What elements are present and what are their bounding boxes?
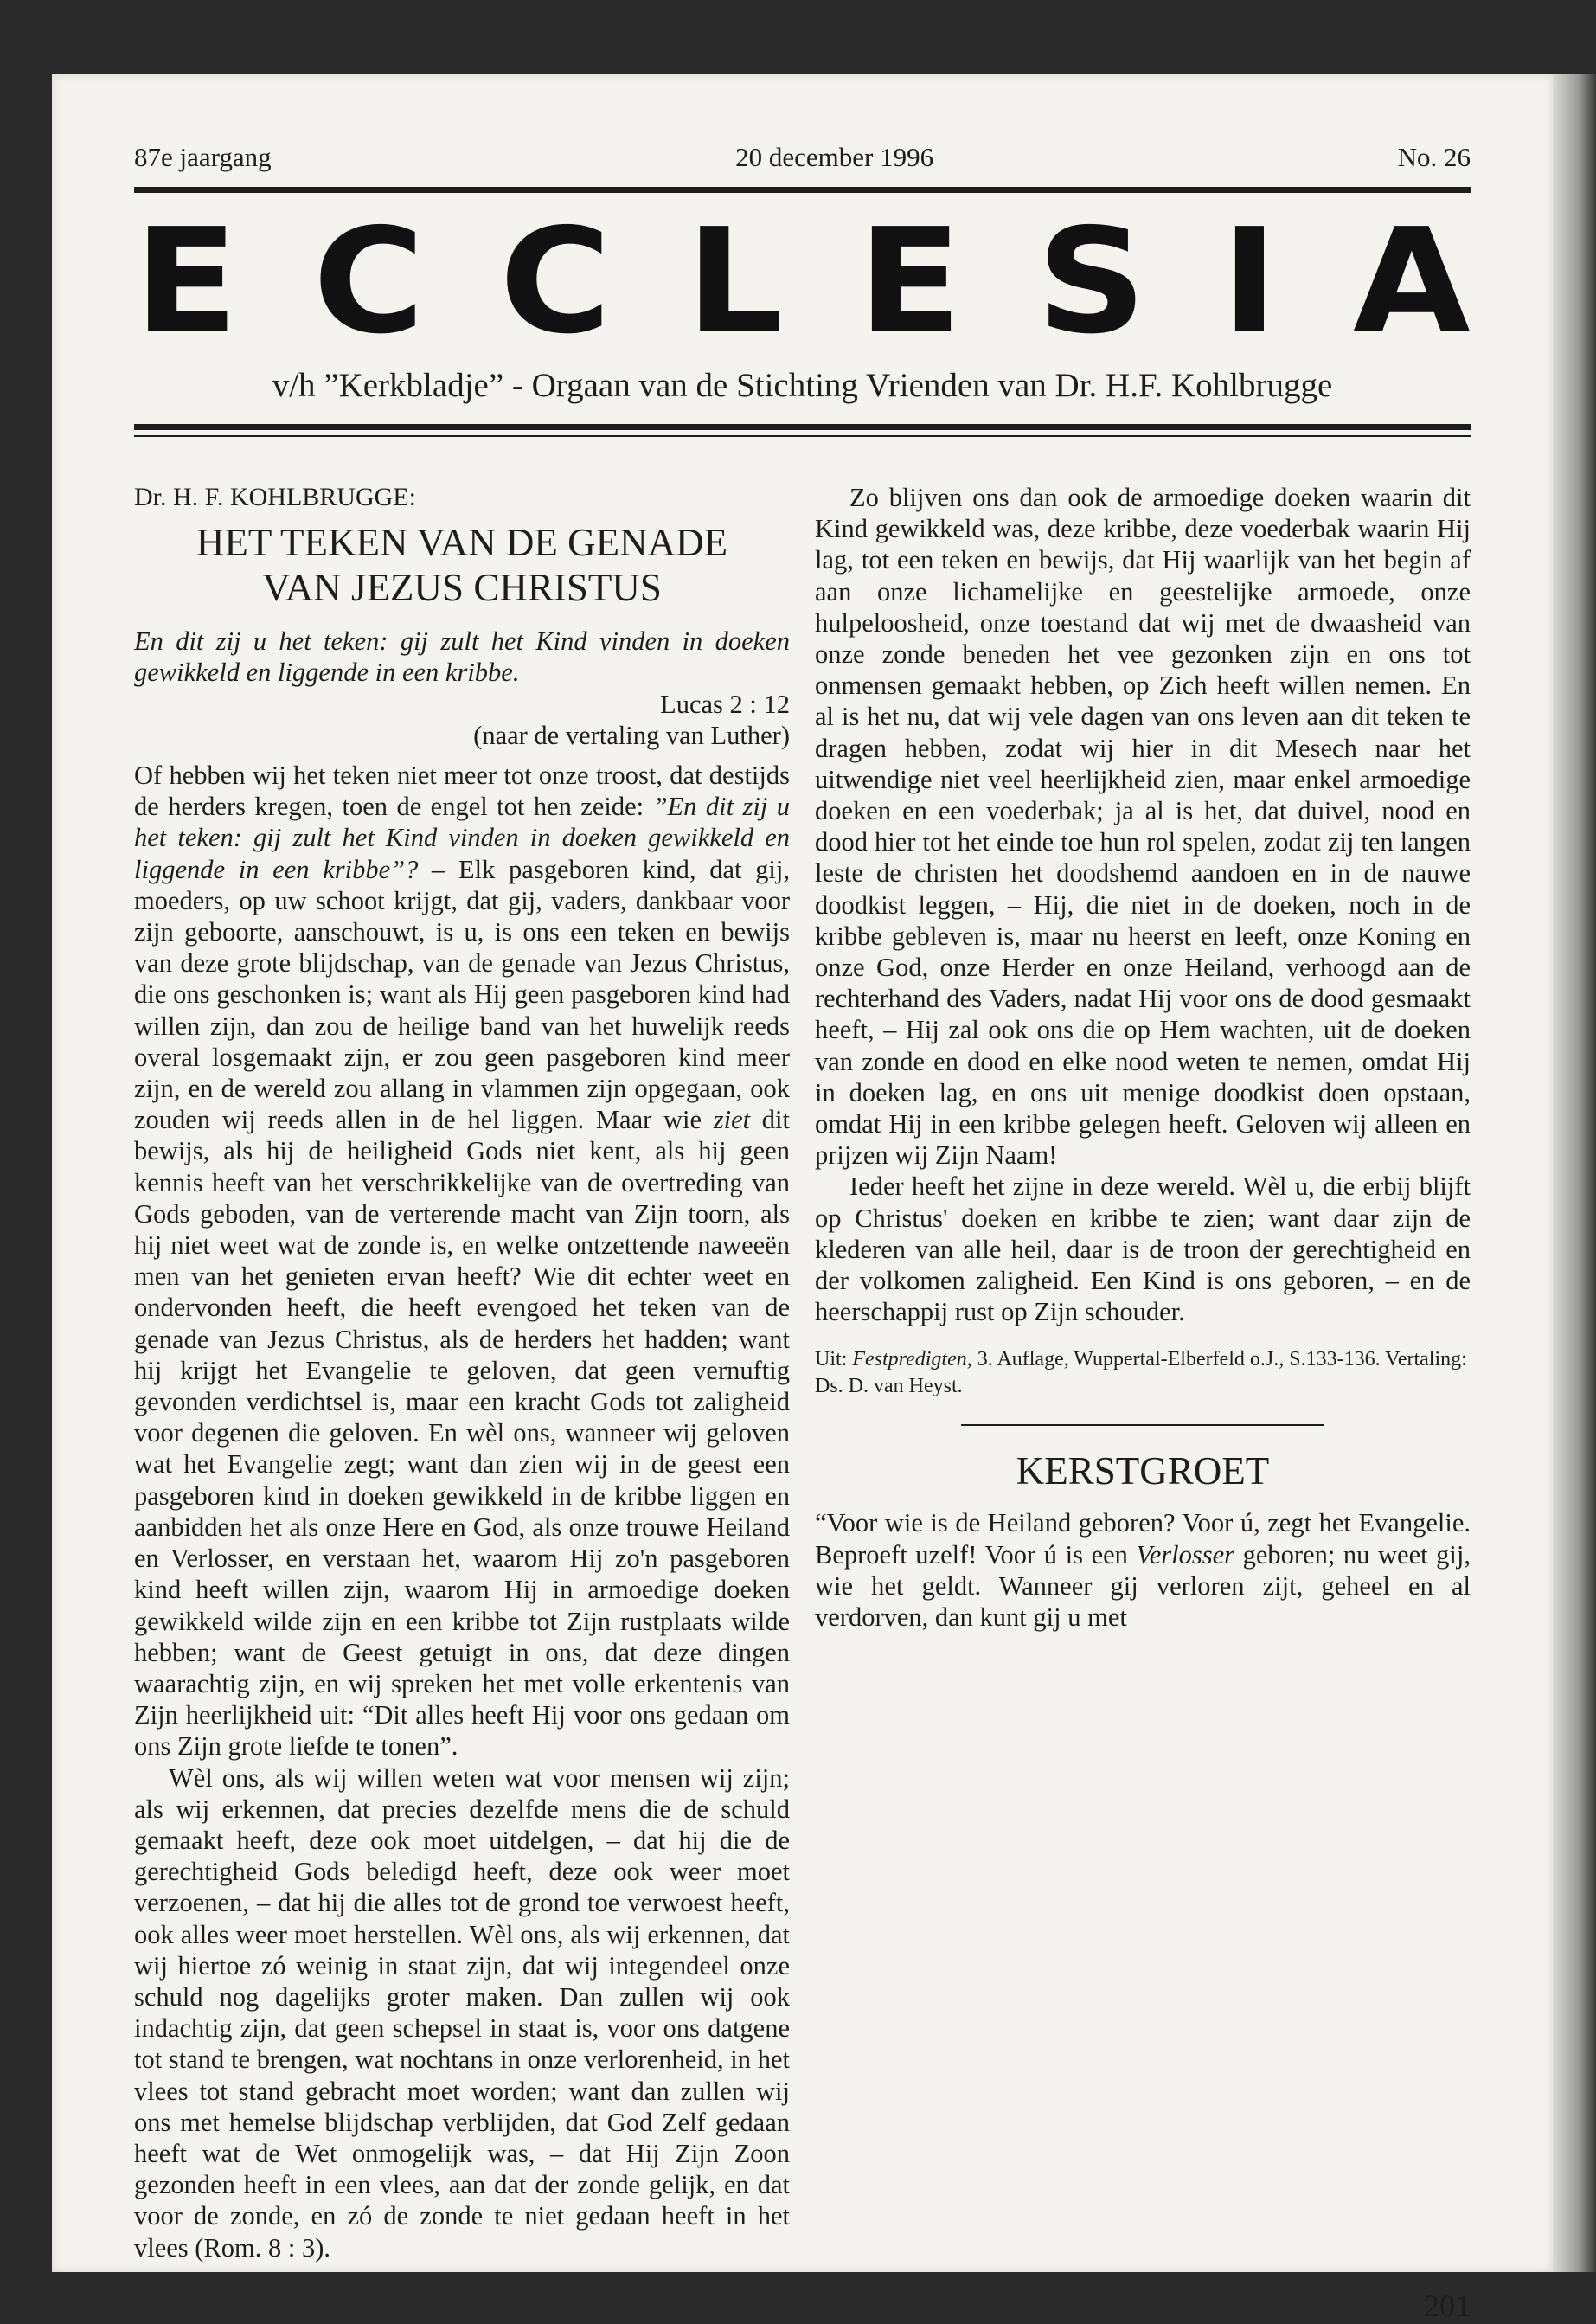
source-prefix: Uit: (815, 1348, 853, 1371)
translation-note: (naar de vertaling van Luther) (473, 720, 790, 750)
masthead-subtitle: v/h ”Kerkbladje” - Orgaan van de Stichting Vrienden van Dr. H.F. Kohlbrugge (272, 367, 1333, 404)
kerstgroet-text (815, 1507, 1471, 1633)
kerstgroet-text-a: “Voor wie is de Heiland geboren? Voor ú, zegt het Evangelie. Beproeft uzelf! Voor ú is een (815, 1508, 1471, 1570)
bible-reference: Lucas 2 : 12 (660, 689, 790, 719)
paragraph-1-a: Of hebben wij het teken niet meer tot onze troost, dat destijds de herders kregen, toen de engel tot hen zeide: (134, 761, 790, 822)
right-column (815, 482, 1471, 2263)
paragraph-1-quote: ”En dit zij u het teken: gij zult het Kind vinden in doeken gewikkeld en liggende in een kribbe”? (134, 792, 791, 884)
article-columns (134, 482, 1471, 2263)
masthead-letter: E (134, 197, 239, 366)
headline-line-2: VAN JEZUS CHRISTUS (262, 566, 662, 610)
masthead-rule-thin (134, 435, 1471, 437)
paragraph-2: Wèl ons, als wij willen weten wat voor mensen wij zijn; als wij erkennen, dat precies dezelfde mens die de schuld gemaakt heeft, deze ook moet uitdelgen, – dat hij die de gerechtigheid Gods beledigd heeft, deze ook weer moet verzoenen, – dat hij die alles tot de grond toe verwoest heeft, ook alles weer moet herstellen. Wèl ons, als wij erkennen, dat wij hiertoe zó weinig in staat zijn, dat wij integendeel onze schuld nog dagelijks groter maken. Dan zullen wij ook indachtig zijn, dat geen schepsel in staat is, voor ons datgene tot stand te brengen, wat nochtans in onze verlorenheid, in het vlees tot stand gebracht moet worden; want dan zullen wij ons met hemelse blijdschap verblijden, dat God Zelf gedaan heeft wat de Wet onmogelijk was, – dat Hij Zijn Zoon gezonden heeft in een vlees, aan dat der zonde gelijk, en dat voor de zonde, en zó de zonde te niet gedaan heeft in het vlees (Rom. 8 : 3). (134, 1762, 790, 2263)
page-content (134, 142, 1471, 2323)
headline-line-1: HET TEKEN VAN DE GENADE (195, 521, 728, 565)
page-edge (1553, 74, 1596, 2272)
article-headline (134, 520, 790, 610)
section-divider (961, 1424, 1324, 1426)
paragraph-1 (134, 760, 790, 1762)
masthead-letter: S (1036, 197, 1147, 366)
header-rule (134, 187, 1471, 193)
paragraph-1-c: dit bewijs, als hij de heiligheid Gods niet kent, als hij geen kennis heeft van het verschrikkelijke van de overtreding van Gods geboden, van de verterende macht van Zijn toorn, als hij niet weet wat de zonde is, en welke ontzettende naweeën men van het genieten ervan heeft? Wie dit echter weet en ondervonden heeft, die heeft evengoed het teken van de genade van Jezus Christus, als de herders het hadden; want hij krijgt het Evangelie te geloven, dat geen vernuftig gevonden verdichtsel is, maar een kracht Gods tot zaligheid voor degenen die geloven. En wèl ons, wanneer wij geloven wat het Evangelie zegt; want dan zien wij in de geest een pasgeboren kind in doeken gewikkeld in de kribbe liggen en aanbidden het als onze Here en God, als onze trouwe Heiland en Verlosser, en verstaan het, waarom Hij zo'n pasgeboren kind heeft willen zijn, waarom Hij in armoedige doeken gewikkeld wilde zijn en een kribbe tot Zijn rustplaats wilde hebben; want de Geest getuigt in ons, dat deze dingen waarachtig zijn, en wij spreken het met volle erkentenis van Zijn heerlijkheid uit: “Dit alles heeft Hij voor ons gedaan om ons Zijn grote liefde te tonen”. (134, 1105, 790, 1762)
masthead-letter: A (1352, 197, 1471, 366)
source-rest: , 3. Auflage, Wuppertal-Elberfeld o.J., S.133-136. Vertaling: Ds. D. van Heyst. (815, 1348, 1467, 1398)
page-content-area (52, 74, 1553, 2323)
masthead-letter: E (857, 197, 962, 366)
left-column (134, 482, 790, 2263)
paragraph-1-ziet: ziet (713, 1105, 751, 1135)
kerstgroet-text-b: geboren; nu weet gij, wie het geldt. Wanneer gij verloren zijt, geheel en al verdorven, dan kunt gij u met (815, 1539, 1471, 1633)
issue-header (134, 142, 1471, 180)
article-author: Dr. H. F. KOHLBRUGGE: (134, 483, 416, 511)
paragraph-3: Zo blijven ons dan ook de armoedige doeken waarin dit Kind gewikkeld was, deze kribbe, deze voederbak waarin Hij lag, tot een teken en bewijs, dat Hij waarlijk van het begin af aan onze lichamelijke en geestelijke armoede, onze hulpeloosheid, onze toestand dat wij met de dwaasheid van onze zonde beneden het vee gezonken zijn en ons tot onmensen gemaakt hebben, op Zich heeft willen nemen. En al is het nu, dat wij vele dagen van ons leven aan dit teken te dragen hebben, zodat wij hier in dit Mesech naar het uitwendige niet veel heerlijkheid zien, maar enkel armoedige doeken en een voederbak; ja al is het, dat duivel, nood en dood hier tot het einde toe hun rol spelen, zodat zij ten langen leste de christen het doodshemd aandoen en in de nauwe doodkist leggen, – Hij, die niet in de doeken, noch in de kribbe gebleven is, maar nu heerst en leeft, onze Koning en onze God, onze Herder en onze Heiland, verhoogd aan de rechterhand des Vaders, nadat Hij voor ons de dood gesmaakt heeft, – Hij zal ook ons die op Hem wachten, uit de doeken van zonde en dood en elke nood weten te nemen, omdat Hij in doeken lag, en ons uit menige doodkist doen opstaan, omdat Hij in een kribbe gelegen heeft. Geloven wij alleen en prijzen wij Zijn Naam! (815, 483, 1471, 1171)
volume-label: 87e jaargang (134, 142, 272, 172)
issue-number: No. 26 (1397, 142, 1471, 172)
masthead-letter: I (1221, 197, 1279, 366)
kerstgroet-text-ital: Verlosser (1136, 1539, 1235, 1570)
issue-date: 20 december 1996 (735, 142, 934, 172)
masthead-letter: C (312, 197, 425, 366)
masthead-letter: L (686, 197, 784, 366)
masthead-rule-thick (134, 424, 1471, 430)
kerstgroet-title: KERSTGROET (1016, 1449, 1270, 1493)
page-number: 201 (1424, 2288, 1471, 2323)
masthead-title (134, 197, 1471, 366)
paragraph-1-b: – Elk pasgeboren kind, dat gij, moeders, op uw schoot krijgt, dat gij, vaders, dankbaar voor zijn geboorte, aanschouwt, is u, is ons een teken en bewijs van deze grote blijdschap, van de genade van Jezus Christus, die ons geschonken is; want als Hij geen pasgeboren kind had willen zijn, dan zou de heilige band van het huwelijk reeds overal losgemaakt zijn, er zou geen pasgeboren kind meer zijn, en de wereld zou allang in vlammen zijn opgegaan, ook zouden wij reeds allen in de hel liggen. Maar wie (134, 854, 790, 1135)
article-source (815, 1346, 1471, 1400)
source-title: Festpredigten (852, 1348, 967, 1371)
masthead-letter: C (499, 197, 612, 366)
paragraph-4: Ieder heeft het zijne in deze wereld. Wèl u, die erbij blijft op Christus' doeken en kribbe te zien; want daar zijn de klederen van alle heil, daar is de troon der gerechtigheid en der volkomen zaligheid. Een Kind is ons geboren, – en de heerschappij rust op Zijn schouder. (815, 1172, 1471, 1327)
article-epigraph: En dit zij u het teken: gij zult het Kind vinden in doeken gewikkeld en liggende in een kribbe. (134, 626, 790, 688)
